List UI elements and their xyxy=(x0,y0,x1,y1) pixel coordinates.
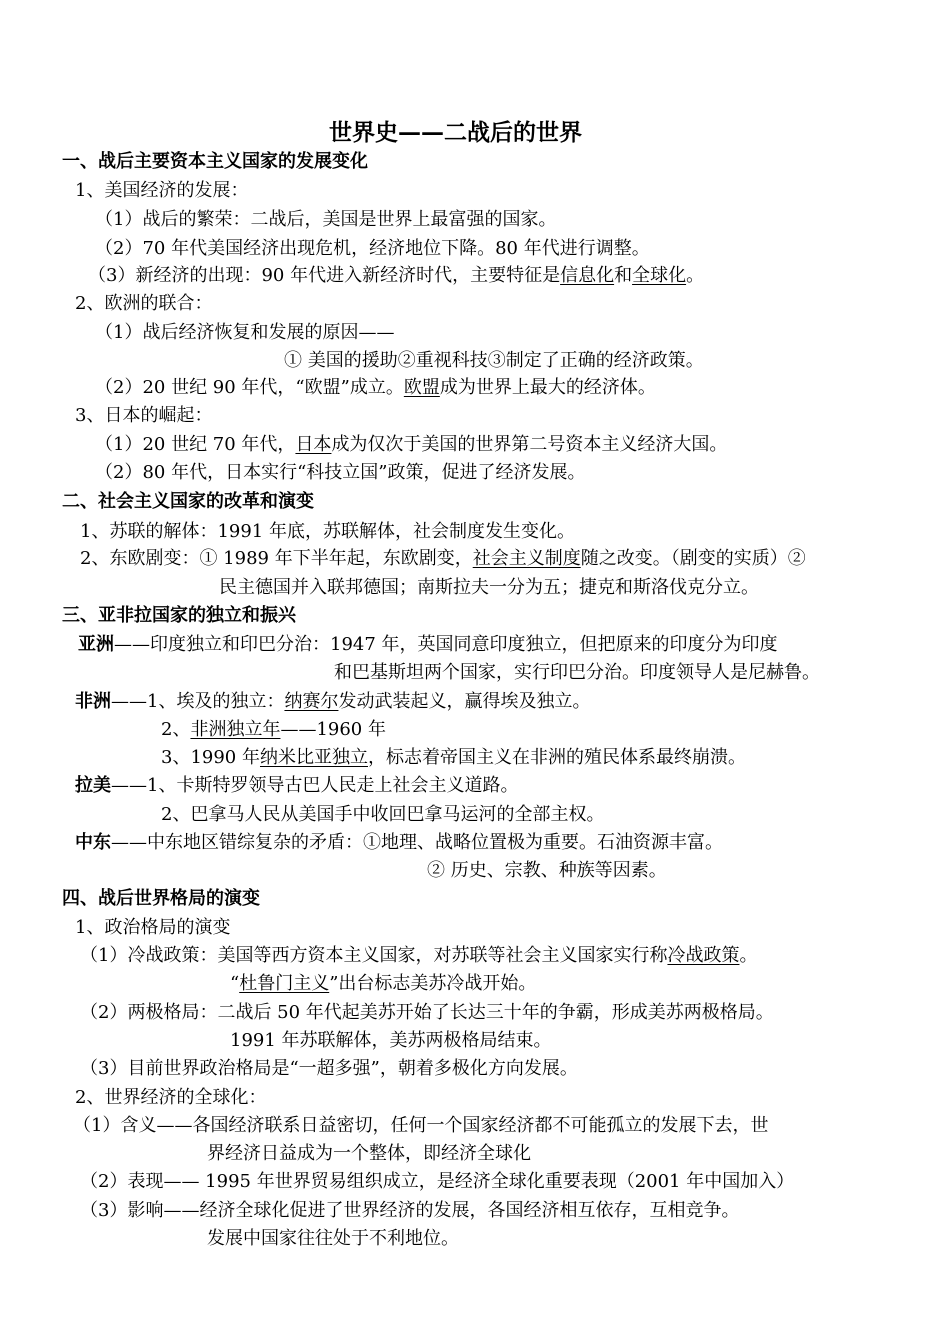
region-label-latam: 拉美 xyxy=(75,775,111,796)
economy-heading: 2、世界经济的全球化： xyxy=(75,1087,267,1108)
politics-line-1b xyxy=(230,970,536,998)
politics-text-1-end: 。 xyxy=(739,945,758,966)
keyword-eu: 欧盟 xyxy=(403,377,440,398)
keyword-namibia: 纳米比亚独立 xyxy=(259,747,368,768)
section-2-heading: 二、社会主义国家的改革和演变 xyxy=(62,491,314,512)
africa-line-3 xyxy=(161,744,746,772)
region-label-africa: 非洲 xyxy=(75,691,111,712)
keyword-truman-doctrine: 杜鲁门主义 xyxy=(239,973,330,994)
politics-text-1b-end: ”出台标志美苏冷战开始。 xyxy=(329,973,537,994)
africa-text-3-end: ，标志着帝国主义在非洲的殖民体系最终崩溃。 xyxy=(367,747,746,768)
section-4-heading: 四、战后世界格局的演变 xyxy=(62,888,260,909)
politics-heading: 1、政治格局的演变 xyxy=(75,917,231,938)
east-europe-line-2: 民主德国并入联邦德国；南斯拉夫一分为五；捷克和斯洛伐克分立。 xyxy=(219,577,759,598)
economy-line-1: （1）含义——各国经济联系日益密切，任何一个国家经济都不可能孤立的发展下去，世 xyxy=(73,1115,769,1136)
africa-text-2-end: ——1960 年 xyxy=(280,719,386,740)
japan-line-2: （2）80 年代，日本实行“科技立国”政策，促进了经济发展。 xyxy=(95,462,586,483)
eu-line-2-end: 成为世界上最大的经济体。 xyxy=(439,377,656,398)
economy-line-1b: 界经济日益成为一个整体，即经济全球化 xyxy=(207,1143,531,1164)
us-line-1: （1）战后的繁荣：二战后，美国是世界上最富强的国家。 xyxy=(95,209,557,230)
us-line-3-text: （3）新经济的出现：90 年代进入新经济时代，主要特征是 xyxy=(88,265,561,286)
us-line-3-end: 。 xyxy=(686,265,705,286)
us-line-2: （2）70 年代美国经济出现危机，经济地位下降。80 年代进行调整。 xyxy=(95,238,650,259)
section-3-heading: 三、亚非拉国家的独立和振兴 xyxy=(62,605,296,626)
eu-line-2 xyxy=(95,374,656,402)
europe-union-heading: 2、欧洲的联合： xyxy=(75,293,213,314)
page-title: 世界史——二战后的世界 xyxy=(329,119,582,146)
politics-line-2b: 1991 年苏联解体，美苏两极格局结束。 xyxy=(230,1030,552,1051)
politics-quote-open: “ xyxy=(230,973,240,994)
economy-line-2: （2）表现—— 1995 年世界贸易组织成立，是经济全球化重要表现（2001 年中国加入） xyxy=(80,1171,795,1192)
east-europe-line-1 xyxy=(80,545,806,573)
economy-line-3b: 发展中国家往往处于不利地位。 xyxy=(207,1228,459,1249)
keyword-japan: 日本 xyxy=(295,434,332,455)
japan-line-1-end: 成为仅次于美国的世界第二号资本主义经济大国。 xyxy=(331,434,728,455)
africa-line-1 xyxy=(75,688,590,716)
africa-text-1: ——1、埃及的独立： xyxy=(111,691,285,712)
politics-line-1 xyxy=(80,942,757,970)
politics-text-1: （1）冷战政策：美国等西方资本主义国家，对苏联等社会主义国家实行称 xyxy=(80,945,668,966)
middle-east-text-1: ——中东地区错综复杂的矛盾：①地理、战略位置极为重要。石油资源丰富。 xyxy=(111,832,723,853)
japan-rise-heading: 3、日本的崛起： xyxy=(75,405,213,426)
keyword-globalization: 全球化 xyxy=(632,265,687,286)
keyword-africa-year: 非洲独立年 xyxy=(190,719,281,740)
keyword-socialist-system: 社会主义制度 xyxy=(472,548,581,569)
region-label-middle-east: 中东 xyxy=(75,832,111,853)
ussr-dissolution-line: 1、苏联的解体：1991 年底，苏联解体，社会制度发生变化。 xyxy=(80,521,575,542)
us-line-3-and: 和 xyxy=(614,265,633,286)
latam-line-1 xyxy=(75,772,518,800)
asia-line-2: 和巴基斯坦两个国家，实行印巴分治。印度领导人是尼赫鲁。 xyxy=(334,662,820,683)
middle-east-line-1 xyxy=(75,829,723,857)
africa-line-2 xyxy=(161,716,386,744)
japan-line-1-text: （1）20 世纪 70 年代， xyxy=(95,434,296,455)
eu-line-1: （1）战后经济恢复和发展的原因—— xyxy=(95,322,395,343)
africa-text-1-end: 发动武装起义，赢得埃及独立。 xyxy=(338,691,591,712)
asia-line-1 xyxy=(78,631,778,659)
economy-line-3: （3）影响——经济全球化促进了世界经济的发展，各国经济相互依存，互相竞争。 xyxy=(80,1200,740,1221)
keyword-nasser: 纳赛尔 xyxy=(284,691,339,712)
eu-line-1-reasons: ① 美国的援助②重视科技③制定了正确的经济政策。 xyxy=(284,350,704,371)
latam-text-1: ——1、卡斯特罗领导古巴人民走上社会主义道路。 xyxy=(111,775,519,796)
east-europe-text-end: 随之改变。（剧变的实质）② xyxy=(580,548,806,569)
eu-line-2-text: （2）20 世纪 90 年代，“欧盟”成立。 xyxy=(95,377,404,398)
africa-text-2: 2、 xyxy=(161,719,191,740)
east-europe-text: 2、东欧剧变：① 1989 年下半年起，东欧剧变， xyxy=(80,548,473,569)
middle-east-line-2: ② 历史、宗教、种族等因素。 xyxy=(427,860,667,881)
latam-line-2: 2、巴拿马人民从美国手中收回巴拿马运河的全部主权。 xyxy=(161,804,605,825)
politics-line-2: （2）两极格局：二战后 50 年代起美苏开始了长达三十年的争霸，形成美苏两极格局。 xyxy=(80,1002,774,1023)
section-1-heading: 一、战后主要资本主义国家的发展变化 xyxy=(62,151,368,172)
keyword-cold-war-policy: 冷战政策 xyxy=(667,945,740,966)
asia-text: ——印度独立和印巴分治：1947 年，英国同意印度独立，但把原来的印度分为印度 xyxy=(114,634,778,655)
japan-line-1 xyxy=(95,431,727,459)
region-label-asia: 亚洲 xyxy=(78,634,114,655)
africa-text-3: 3、1990 年 xyxy=(161,747,260,768)
us-line-3 xyxy=(88,262,704,290)
us-economy-heading: 1、美国经济的发展： xyxy=(75,180,249,201)
keyword-informatization: 信息化 xyxy=(560,265,615,286)
politics-line-3: （3）目前世界政治格局是“一超多强”，朝着多极化方向发展。 xyxy=(80,1058,578,1079)
